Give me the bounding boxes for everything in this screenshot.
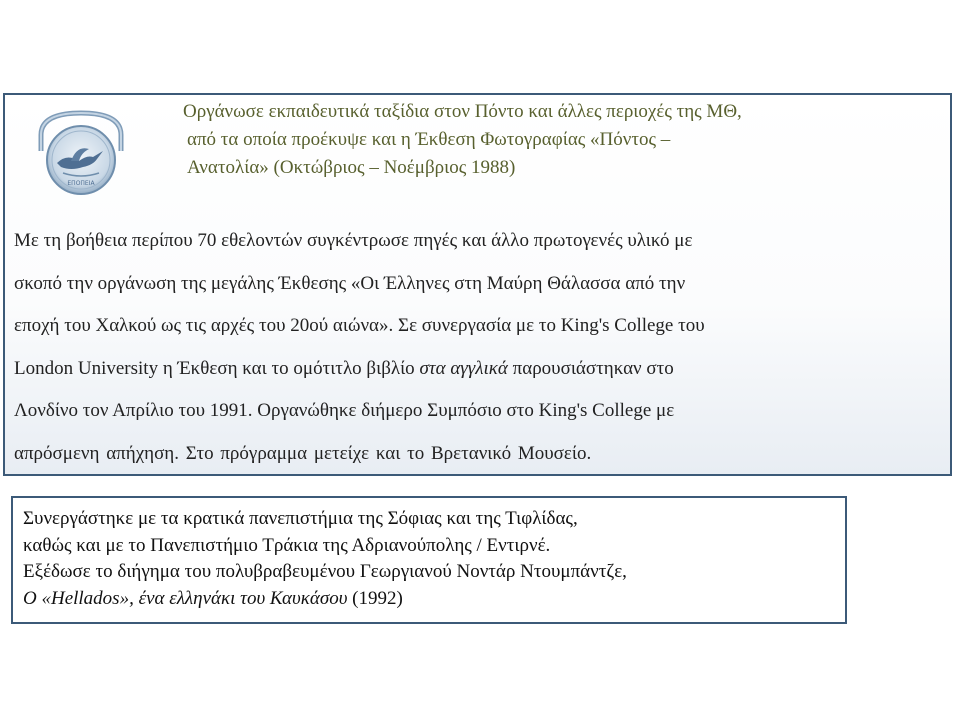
- body-line: σκοπό την οργάνωση της μεγάλης Έκθεσης «Οι Έλληνες στη Μαύρη Θάλασσα από την: [14, 272, 686, 294]
- intro-line: Ανατολία» (Οκτώβριος – Νοέμβριος 1988): [187, 157, 516, 178]
- collab-line: καθώς και με το Πανεπιστήμιο Τράκια της Αδριανούπολης / Εντιρνέ.: [23, 534, 551, 556]
- publication-year: (1992): [347, 587, 403, 609]
- body-line: απρόσμενη απήχηση. Στο πρόγραμμα μετείχε και το Βρετανικό Μουσείο.: [14, 442, 592, 464]
- book-title: Ο «Hellados», ένα ελληνάκι του Καυκάσου: [23, 587, 348, 609]
- collab-line: Εξέδωσε το διήγημα του πολυβραβευμένου Γεωργιανού Νοντάρ Ντουμπάντζε,: [23, 561, 627, 582]
- body-text: London University η Έκθεση και το ομότιτλο βιβλίο: [14, 357, 420, 379]
- logo-text: ΕΠΟΠΕΙΑ: [67, 180, 95, 187]
- seal-bird-icon: [27, 105, 135, 195]
- main-text-box: [3, 93, 952, 476]
- italic-text: στα αγγλικά: [419, 357, 508, 379]
- collab-line: Συνεργάστηκε με τα κρατικά πανεπιστήμια της Σόφιας και της Τιφλίδας,: [23, 508, 578, 529]
- body-line: Λονδίνο τον Απρίλιο του 1991. Οργανώθηκε διήμερο Συμπόσιο στο King's College με: [14, 400, 675, 422]
- body-line: εποχή του Χαλκού ως τις αρχές του 20ού αιώνα». Σε συνεργασία με το King's College του: [14, 315, 705, 337]
- collaboration-paragraph: [23, 506, 843, 612]
- body-line: Με τη βοήθεια περίπου 70 εθελοντών συγκέντρωσε πηγές και άλλο πρωτογενές υλικό με: [14, 230, 693, 251]
- body-text: παρουσιάστηκαν στο: [507, 357, 674, 379]
- body-line: [14, 348, 944, 391]
- intro-line: Οργάνωσε εκπαιδευτικά ταξίδια στον Πόντο και άλλες περιοχές της ΜΘ,: [183, 101, 742, 122]
- collab-line: [23, 586, 843, 613]
- collaboration-box: [11, 496, 847, 624]
- intro-line: από τα οποία προέκυψε και η Έκθεση Φωτογραφίας «Πόντος –: [187, 129, 671, 150]
- intro-paragraph: [177, 98, 947, 182]
- body-paragraph: [14, 220, 944, 476]
